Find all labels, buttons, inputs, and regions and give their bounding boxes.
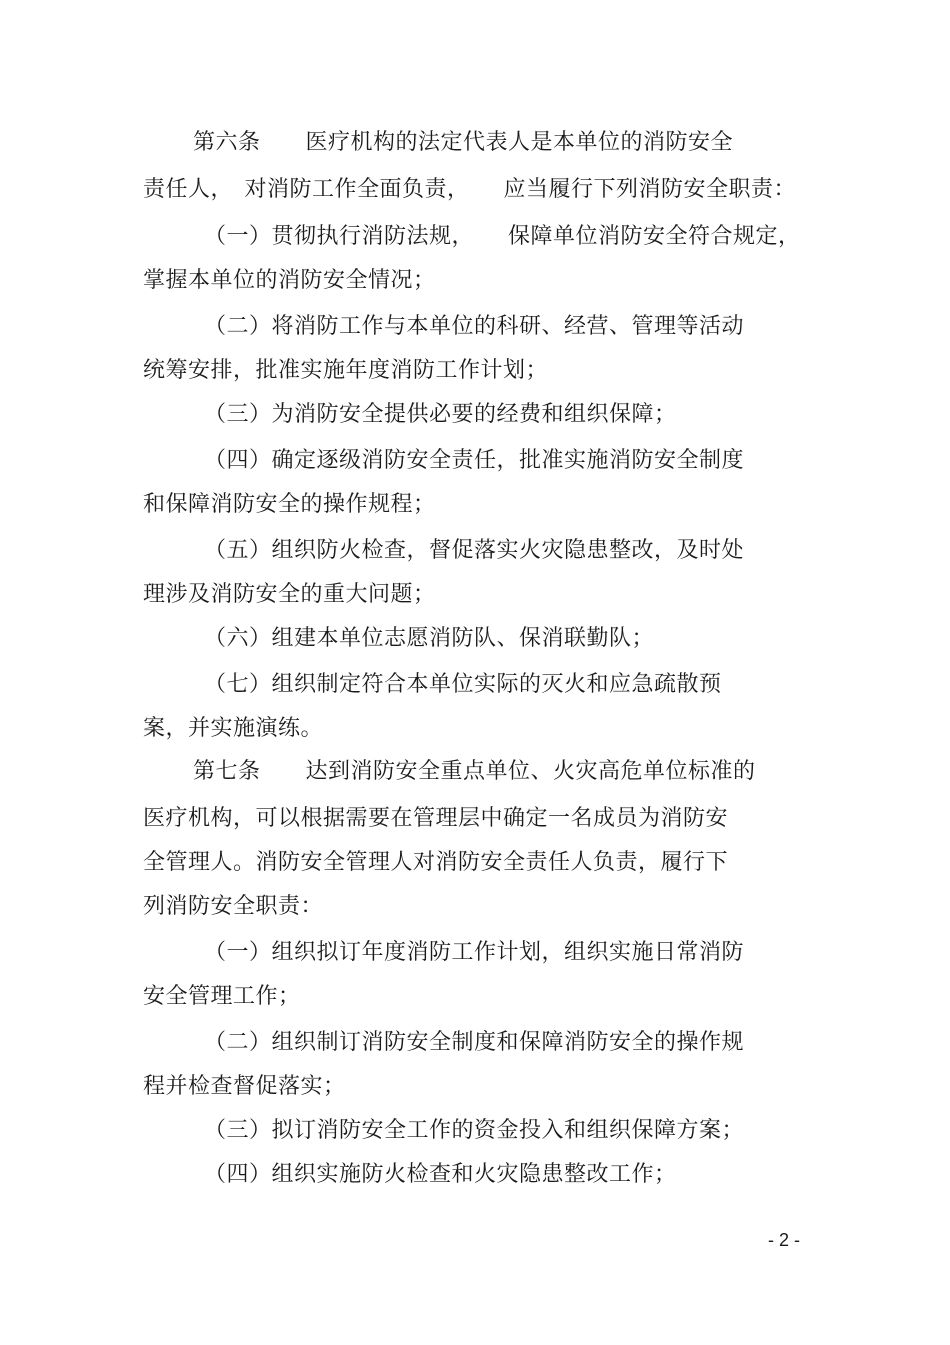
text-line: 案，并实施演练。 — [143, 716, 324, 741]
text-line: 统筹安排，批准实施年度消防工作计划； — [143, 358, 549, 383]
list-item: （三）为消防安全提供必要的经费和组织保障； — [204, 402, 677, 427]
list-item: （三）拟订消防安全工作的资金投入和组织保障方案； — [204, 1118, 745, 1143]
text-line: 安全管理工作； — [143, 984, 301, 1009]
list-item: （二）组织制订消防安全制度和保障消防安全的操作规 — [204, 1030, 745, 1055]
list-item: （五）组织防火检查，督促落实火灾隐患整改，及时处 — [204, 538, 745, 563]
list-item: （四）确定逐级消防安全责任，批准实施消防安全制度 — [204, 448, 745, 473]
text-line: 列消防安全职责： — [143, 894, 324, 919]
page-number: - 2 - — [768, 1230, 801, 1250]
text-line: 和保障消防安全的操作规程； — [143, 492, 436, 517]
text-line: 全管理人。消防安全管理人对消防安全责任人负责，履行下 — [143, 850, 729, 875]
article-6-heading: 第六条 医疗机构的法定代表人是本单位的消防安全 — [193, 130, 734, 155]
text-line: 掌握本单位的消防安全情况； — [143, 268, 436, 293]
article-7-heading: 第七条 达到消防安全重点单位、火灾高危单位标准的 — [193, 759, 756, 784]
list-item: （二）将消防工作与本单位的科研、经营、管理等活动 — [204, 314, 745, 339]
list-item: （四）组织实施防火检查和火灾隐患整改工作； — [204, 1162, 677, 1187]
list-item: （七）组织制定符合本单位实际的灭火和应急疏散预 — [204, 672, 722, 697]
text-line: 责任人， 对消防工作全面负责， 应当履行下列消防安全职责： — [143, 177, 797, 202]
text-line: 程并检查督促落实； — [143, 1074, 346, 1099]
list-item: （一）组织拟订年度消防工作计划，组织实施日常消防 — [204, 940, 745, 965]
text-line: 理涉及消防安全的重大问题； — [143, 582, 436, 607]
list-item: （一）贯彻执行消防法规， 保障单位消防安全符合规定， — [204, 224, 801, 249]
list-item: （六）组建本单位志愿消防队、保消联勤队； — [204, 626, 655, 651]
text-line: 医疗机构，可以根据需要在管理层中确定一名成员为消防安 — [143, 806, 729, 831]
